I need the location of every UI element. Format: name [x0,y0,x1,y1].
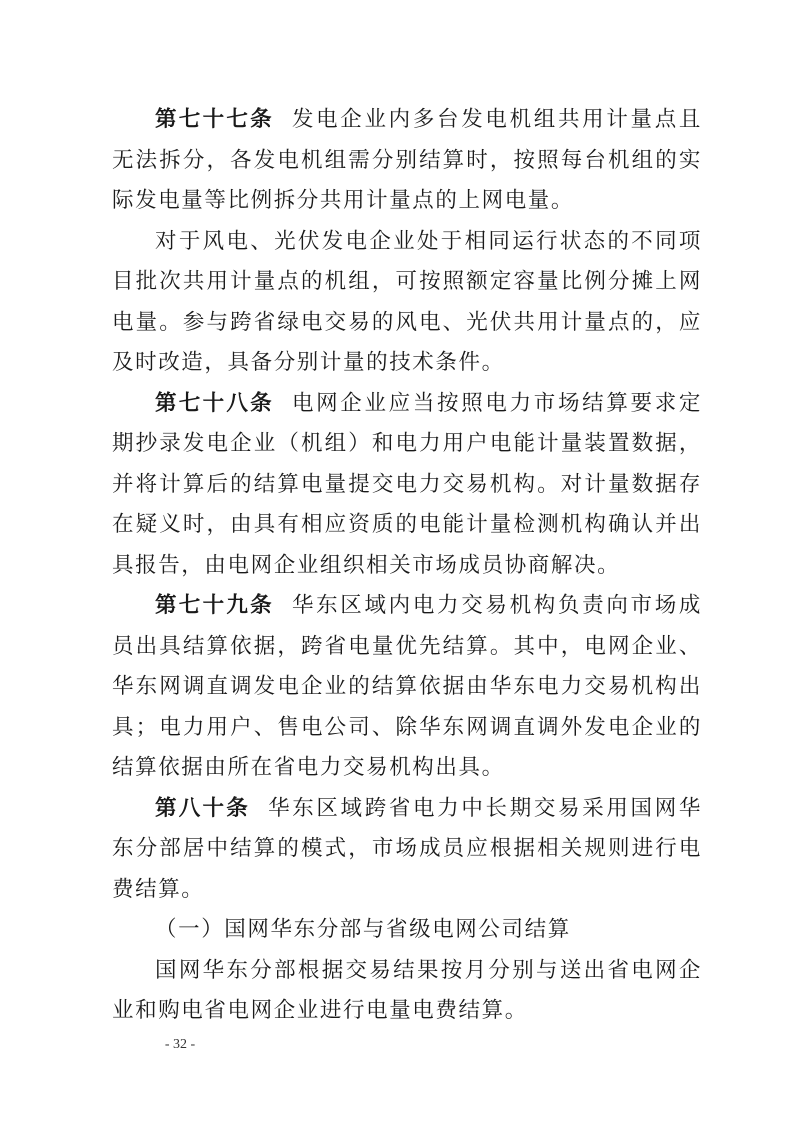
article-77-text: 发电企业内多台发电机组共用计量点且无法拆分，各发电机组需分别结算时，按照每台机组的实际发电量等比例拆分共用计量点的上网电量。 [112,107,702,213]
article-79-heading: 第七十九条 [155,593,274,618]
section-1-heading-paragraph [112,910,702,951]
article-78-heading: 第七十八条 [155,390,274,416]
article-80-heading: 第八十条 [155,795,251,821]
page-number [0,1037,800,1053]
page-number-text: - 32 - [164,1037,196,1052]
article-78-paragraph [112,384,702,587]
article-80-text: 华东区域跨省电力中长期交易采用国网华东分部居中结算的模式，市场成员应根据相关规则进行电费结算。 [112,795,702,902]
section-1-body-paragraph [112,951,702,1032]
section-1-heading: （一）国网华东分部与省级电网公司结算 [155,917,571,942]
article-77-continuation-text: 对于风电、光伏发电企业处于相同运行状态的不同项目批次共用计量点的机组，可按照额定容量比例分摊上网电量。参与跨省绿电交易的风电、光伏共用计量点的，应及时改造，具备分别计量的技术条件。 [112,228,702,375]
article-80-paragraph [112,789,702,911]
article-79-text: 华东区域内电力交易机构负责向市场成员出具结算依据，跨省电量优先结算。其中，电网企业、华东网调直调发电企业的结算依据由华东电力交易机构出具；电力用户、售电公司、除华东网调直调外发电企业的结算依据由所在省电力交易机构出具。 [112,593,702,780]
section-1-body-text: 国网华东分部根据交易结果按月分别与送出省电网企业和购电省电网企业进行电量电费结算。 [112,957,702,1023]
article-79-paragraph [112,586,702,789]
document-body [112,100,702,1032]
article-77-continuation-paragraph [112,222,702,384]
article-78-text: 电网企业应当按照电力市场结算要求定期抄录发电企业（机组）和电力用户电能计量装置数据，并将计算后的结算电量提交电力交易机构。对计量数据存在疑义时，由具有相应资质的电能计量检测机构确认并出具报告，由电网企业组织相关市场成员协商解决。 [112,390,702,578]
article-77-paragraph [112,100,702,222]
article-77-heading: 第七十七条 [155,107,274,132]
